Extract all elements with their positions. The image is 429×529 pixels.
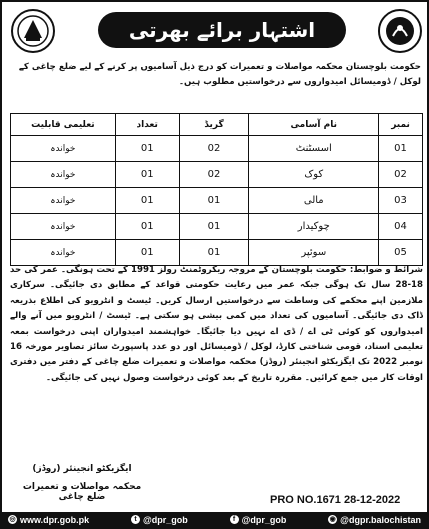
- cell-edu: خواندہ: [11, 162, 116, 188]
- pro-number: PRO NO.1671 28-12-2022: [270, 494, 401, 506]
- table-row: [11, 136, 423, 162]
- signature-title: ایگزیکٹو انجینئر (روڈز): [32, 464, 132, 474]
- table-row: [11, 214, 423, 240]
- header-edu: تعلیمی قابلیت: [11, 114, 116, 136]
- globe-icon: ◎: [9, 516, 16, 523]
- instagram-icon: ◉: [329, 516, 336, 523]
- cell-grade: 02: [179, 136, 249, 162]
- cell-qty: 01: [115, 162, 179, 188]
- government-seal-logo: [377, 8, 423, 54]
- header: [6, 6, 427, 56]
- cell-post: اسسٹنٹ: [249, 136, 379, 162]
- footer-bar: [2, 512, 427, 527]
- cell-post: مالی: [249, 188, 379, 214]
- twitter-icon: t: [131, 515, 140, 524]
- cell-post: کوک: [249, 162, 379, 188]
- cell-qty: 01: [115, 214, 179, 240]
- table-header-row: [11, 114, 423, 136]
- cell-edu: خواندہ: [11, 214, 116, 240]
- cell-grade: 02: [179, 162, 249, 188]
- cell-post: سوئپر: [249, 240, 379, 266]
- footer-facebook-text: @dpr_gob: [241, 514, 287, 525]
- cell-num: 02: [379, 162, 423, 188]
- cell-post: چوکیدار: [249, 214, 379, 240]
- cell-num: 05: [379, 240, 423, 266]
- table-row: [11, 188, 423, 214]
- posts-table: [10, 113, 423, 266]
- footer-twitter-text: @dpr_gob: [142, 514, 188, 525]
- cell-edu: خواندہ: [11, 188, 116, 214]
- terms-paragraph: شرائط و ضوابط: حکومت بلوچستان کے مروجہ ریکروٹمنٹ رولز 1991 کے تحت ہونگی۔ عمر کی حد 18-28 سال تک ہوگی جبکہ عمر میں رعایت حکومتی قواعد کے مطابق دی جائیگی۔ سرکاری ملازمین اپنے محکمے کی وساطت سے درخواستیں ارسال کریں۔ ٹیسٹ و انٹرویو کی اطلاع بذریعہ ڈاک دی جائیگی۔ آسامیوں کی تعداد میں کمی بیشی ہو سکتی ہے۔ ٹیسٹ / انٹرویو میں آنے والے امیدواروں کو کوئی ٹی اے / ڈی اے نہیں دیا جائیگا۔ خواہشمند امیدواران اپنی درخواست بمعہ تعلیمی اسناد، قومی شناختی کارڈ، لوکل / ڈومیسائل اور دو عدد پاسپورٹ سائز تصاویر مورخہ 16 نومبر 2022 تک ایگزیکٹو انجینئر (روڈز) محکمہ مواصلات و تعمیرات ضلع چاغی کے دفتر میں دفتری اوقات کار میں جمع کرائیں۔ مقررہ تاریخ کے بعد کوئی درخواست وصول نہیں کی جائیگی۔: [10, 265, 424, 383]
- cell-qty: 01: [115, 240, 179, 266]
- header-num: نمبر: [379, 114, 423, 136]
- header-post: نام آسامی: [249, 114, 379, 136]
- cell-num: 04: [379, 214, 423, 240]
- cell-grade: 01: [179, 240, 249, 266]
- footer-instagram[interactable]: [328, 515, 421, 525]
- cell-num: 01: [379, 136, 423, 162]
- cell-edu: خواندہ: [11, 136, 116, 162]
- cell-qty: 01: [115, 188, 179, 214]
- cell-num: 03: [379, 188, 423, 214]
- cell-edu: خواندہ: [11, 240, 116, 266]
- signature-department: محکمہ مواصلات و تعمیرات ضلع چاغی: [22, 482, 142, 502]
- table-row: [11, 162, 423, 188]
- footer-web-text: www.dpr.gob.pk: [20, 514, 90, 525]
- footer-twitter[interactable]: [131, 515, 188, 525]
- cell-grade: 01: [179, 188, 249, 214]
- government-seal-logo: [10, 8, 56, 54]
- cell-grade: 01: [179, 214, 249, 240]
- footer-instagram-text: @dgpr.balochistan: [340, 514, 421, 525]
- intro-text: حکومت بلوچستان محکمہ مواصلات و تعمیرات کو درج ذیل آسامیوں پر کرنے کے لیے ضلع چاغی کے لوکل / ڈومیسائل امیدواروں سے درخواستیں مطلوب ہیں۔: [18, 62, 421, 87]
- footer-facebook[interactable]: [230, 515, 287, 525]
- page-title: اشتہار برائے بھرتی: [98, 12, 346, 48]
- header-qty: تعداد: [115, 114, 179, 136]
- table-row: [11, 240, 423, 266]
- footer-web[interactable]: [8, 515, 89, 525]
- cell-qty: 01: [115, 136, 179, 162]
- header-grade: گریڈ: [179, 114, 249, 136]
- facebook-icon: f: [230, 515, 239, 524]
